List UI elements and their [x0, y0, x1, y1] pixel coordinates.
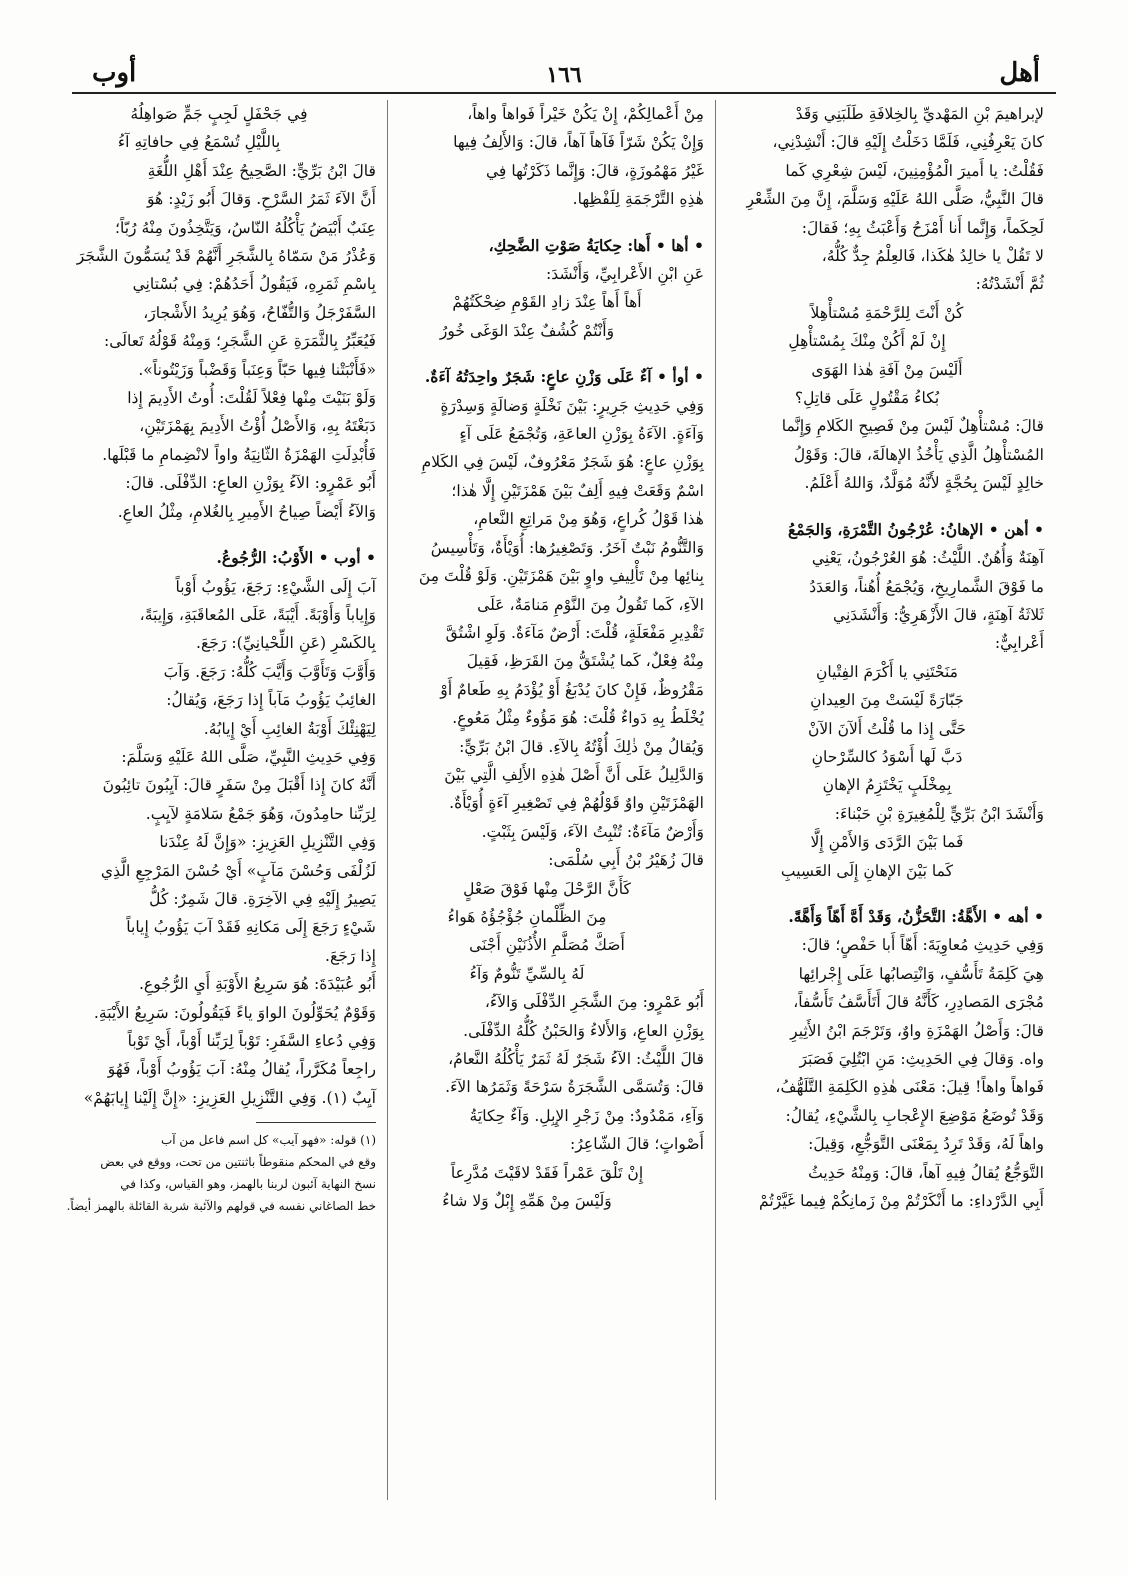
text-line: غَيْرُ مَهْمُوزَةٍ، قالَ: وَإِنَّما ذَكَرْتُها فِي — [485, 161, 704, 180]
text-line: وَالتَّنُّومُ نَبْتٌ آخَرُ. وَتَصْغِيرُها: أُوَيْأَةٌ، وَتَأْسِيسُ — [430, 538, 704, 557]
text-line: ثُمَّ أَنْشَدْتُهُ: — [975, 275, 1044, 294]
column-divider — [715, 100, 716, 1500]
text-line: تَقْدِيرِ مَفْعَلَةٍ، قُلْتَ: أَرْضٌ مَآءَةٌ. وَلَوِ اشْتُقَّ — [445, 623, 704, 642]
text-line: أَبُو عُبَيْدَةَ: هُوَ سَرِيعُ الأَوْبَةِ أَيِ الرُّجُوعِ. — [138, 975, 376, 994]
text-line: وَأَرْضٌ مَآءَةٌ: تُنْبِتُ الآءَ، وَلَيْسَ بِثَبْتٍ. — [481, 822, 704, 841]
text-line: إِذا رَجَعَ. — [325, 946, 376, 965]
verse-line: وَلَيْسَ مِنْ هَمِّهِ إِبْلٌ وَلا شاءُ — [442, 1192, 612, 1211]
text-line: وَإِنْ يَكُنْ شَرّاً فَآهاً آهاً، قالَ: وَالأَلِفُ فِيها — [453, 133, 704, 152]
text-line: لَزُلْفَى وَحُسْنَ مَآبٍ» أَيْ حُسْنَ المَرْجِعِ الَّذِي — [100, 861, 376, 880]
text-line: لِيَهْنِئْكَ أَوْبَةُ الغائِبِ أَيْ إِيابُهُ. — [203, 719, 376, 738]
text-line: هٰذا قَوْلُ كُراعٍ، وَهُوَ مِنْ مَراتِعِ النَّعامِ، — [473, 510, 704, 529]
text-line: واه. وَقالَ فِي الحَدِيثِ: مَنِ ابْتُلِيَ فَصَبَرَ — [799, 1050, 1044, 1068]
text-line: وَفِي حَدِيثِ مُعاوِيَةَ: أَهّاً أَبا حَفْصٍ؛ قالَ: — [801, 936, 1044, 955]
column-right — [730, 100, 1044, 1215]
text-line: قالَ اللَّيْثُ: الآءُ شَجَرٌ لَهُ ثَمَرٌ يَأْكُلُهُ النَّعامُ، — [448, 1050, 704, 1068]
text-line: هٰذِهِ التَّرْجَمَةِ لِلَفْظِها. — [572, 190, 704, 209]
entry-ahn: • أهن • الإهانُ: عُرْجُونُ التَّمْرَةِ، وَالجَمْعُ — [787, 519, 1044, 539]
text-line: كانَ يَعْرِفُنِي، فَلَمَّا دَخَلْتُ إِلَيْهِ قالَ: أَنْشِدْنِي، — [772, 133, 1044, 152]
text-line: بِنائِها مِنْ تَأْلِيفِ واوٍ بَيْنَ هَمْزَتَيْنِ. وَلَوْ قُلْتَ مِنَ — [418, 567, 704, 586]
text-line: آبَ إِلَى الشَّيْءِ: رَجَعَ، يَؤُوبُ أَوْباً — [175, 577, 376, 596]
running-head-left: أوب — [92, 58, 137, 88]
text-line: آيِبٌ (١). وَفِي التَّنْزِيلِ العَزِيزِ: «إِنَّ إِلَيْنا إِيابَهُمْ» — [83, 1088, 376, 1107]
footnote — [62, 1129, 376, 1217]
verse-line: كَأَنَّ الرَّحْلَ مِنْها فَوْقَ صَعْلٍ — [463, 879, 631, 898]
text-line: مِنْ أَعْمالِكُمْ، إِنْ يَكُنْ خَيْراً فَواهاً واهاً، — [467, 105, 704, 123]
text-line: فَواهاً واهاً! قِيلَ: مَعْنَى هٰذِهِ الكَلِمَةِ التَّلَهُّفُ، — [775, 1078, 1044, 1097]
text-line: خالِدٍ لَيْسَ بِحُجَّةٍ لأَنَّهُ مُوَلَّدٌ، وَاللهُ أَعْلَمُ. — [804, 474, 1044, 493]
running-head-right: أهل — [999, 58, 1040, 88]
verse-line: مَنَحْتَنِي يا أَكْرَمَ الفِتْيانِ — [815, 662, 959, 681]
text-line: وَالآءُ أَيْضاً صِياحُ الأَمِيرِ بِالغُلامِ، مِثْلُ العاعِ. — [117, 502, 376, 521]
text-line: أَعْرابِيٌّ: — [994, 634, 1044, 653]
text-line: قالَ النَّبِيُّ، صَلَّى اللهُ عَلَيْهِ وَسَلَّمَ، إِنَّ مِنَ الشِّعْرِ — [746, 190, 1044, 209]
verse-line: جَبّارَةً لَيْسَتْ مِنَ العِيدانِ — [810, 691, 964, 710]
text-line: عِنَبٌ أَبْيَضُ يَأْكُلُهُ النّاسُ، وَيَتَّخِذُونَ مِنْهُ رُبّاً؛ — [115, 218, 376, 237]
entry-awa: • أوأ • آءٌ عَلَى وَزْنِ عاعٍ: شَجَرٌ واحِدَتُهُ آءَةٌ. — [424, 367, 704, 387]
text-line: لإبراهيمَ بْنِ المَهْديِّ بِالخِلافَةِ طَلَبَنِي وَقَدْ — [795, 105, 1044, 123]
text-line: وَأَوَّبَ وَتَأَوَّبَ وَأَيَّبَ كُلُّهُ: رَجَعَ. وَآبَ — [163, 662, 376, 681]
text-line: وَالدَّلِيلُ عَلَى أَنَّ أَصْلَ هٰذِهِ الأَلِفِ الَّتِي بَيْنَ — [444, 765, 704, 784]
text-line: وَقَوْمٌ يُحَوِّلُونَ الواوَ ياءً فَيَقُولُونَ: سَرِيعُ الأَيْبَةِ. — [93, 1003, 376, 1022]
text-line: قالَ: وَأَصْلُ الهَمْزَةِ واوٌ، وَتَرْجَمَ ابْنُ الأَثِيرِ — [790, 1021, 1044, 1040]
text-line: أَنَّ الآءَ ثَمَرُ السَّرْحِ. وَقالَ أَبُو زَيْدٍ: هُوَ — [146, 190, 376, 209]
text-line: قالَ: مُسْتأْهِلٌ لَيْسَ مِنْ فَصِيحِ الكَلامِ وَإِنَّما — [781, 417, 1044, 436]
text-line: وَآءَةٍ. الآءَةُ بِوَزْنِ العاعَةِ، وَتُجْمَعُ عَلَى آءٍ — [459, 425, 704, 444]
verse-line: أَلَيْسَ مِنْ آفَةِ هٰذا الهَوَى — [811, 360, 963, 379]
text-line: دَبَغْتَهُ بِهِ، وَالأَصْلُ أُؤْتُ الأَدِيمَ بِهَمْزَتَيْنِ، — [139, 417, 376, 436]
text-line: الآءِ، كَما تَقُولُ مِنَ النَّوْمِ مَنامَةٌ، عَلَى — [477, 595, 704, 614]
text-line: مِنْهُ فِعْلٌ، كَما يُشْتَقُّ مِنَ القَرَظِ، فَقِيلَ — [466, 652, 704, 671]
footnote-rule — [256, 1122, 376, 1123]
footnote-line: خط الصاغاني نفسه في قولهم والآئبة شربة القائلة بالهمز أيضاً. — [66, 1199, 376, 1214]
text-line: مُجْرَى المَصادِرِ، كَأَنَّهُ قالَ أَتَأَسَّفُ تَأَسُّفاً، — [793, 993, 1044, 1012]
text-line: أَبُو عَمْرٍو: مِنَ الشَّجَرِ الدِّفْلَى وَالآءُ، — [484, 993, 704, 1012]
column-left — [62, 100, 376, 1217]
text-line: وَفِي حَدِيثِ النَّبِيِّ، صَلَّى اللهُ عَلَيْهِ وَسَلَّمَ: — [121, 747, 376, 766]
text-line: اسْمٌ وَقَعَتْ فِيهِ أَلِفٌ بَيْنَ هَمْزَتَيْنِ إِلَّا هٰذا؛ — [451, 481, 704, 500]
text-line: وَآءِ، مَمْدُودٌ: مِنْ زَجْرِ الإِبِلِ. وَآءٌ حِكايَةُ — [469, 1106, 704, 1125]
verse-line: إِنْ تَلْقَ عَمْراً فَقَدْ لاقَيْتَ مُدَّرِعاً — [450, 1163, 644, 1182]
text-line: قالَ: وَتُسَمَّى الشَّجَرَةُ سَرْحَةً وَثَمَرُها الآءَ. — [445, 1078, 704, 1097]
text-line: فَيُعَبِّرُ بِالثَّمَرَةِ عَنِ الشَّجَرِ؛ وَمِنْهُ قَوْلُهُ تَعالَى: — [103, 332, 376, 351]
entry-awb: • أوب • الأَوْبُ: الرُّجُوعُ. — [216, 548, 376, 568]
header-rule — [72, 92, 1056, 94]
text-line: مَقْرُوظٌ، فَإِنْ كانَ يُدْبَغُ أَوْ يُؤْدَمُ بِهِ طَعامٌ أَوْ — [440, 680, 704, 699]
verse-line: مِنَ الظِّلْمانِ جُؤْجُؤُهُ هَواءُ — [447, 907, 607, 926]
verse-line: بِاللَّيْلِ تُسْمَعُ فِي حافاتِهِ آءُ — [117, 133, 281, 152]
text-line: شَيْءٍ رَجَعَ إِلَى مَكانِهِ فَقَدْ آبَ يَؤُوبُ إِياباً — [126, 918, 376, 937]
entry-aha: • أها • أَها: حِكايَةُ صَوْتِ الضَّحِكِ، — [488, 235, 704, 255]
verse-line: وَأَنْتُمْ كُشُفٌ عِنْدَ الوَغَى خُورُ — [439, 321, 615, 340]
verse-line: بُكاءُ مَقْتُولٍ عَلَى قاتِلِ؟ — [794, 389, 940, 408]
text-line: يَصِيرُ إِلَيْهِ فِي الآخِرَةِ. قالَ شَمِرٌ: كُلُّ — [149, 889, 376, 908]
verse-line: فِي جَحْفَلٍ لَجِبٍ جَمٍّ صَواهِلُهُ — [130, 105, 308, 123]
text-line: الغائِبُ يَؤُوبُ مَآباً إِذا رَجَعَ، وَيُقالُ: — [166, 691, 376, 710]
column-middle — [390, 100, 704, 1215]
entry-ahh: • أهه • الأَهَّةُ: التَّحَزُّنُ، وَقَدْ أَهَّ أَهّاً وَأَهَّةً. — [788, 906, 1044, 926]
text-line: أَبِي الدَّرْداءِ: ما أَنْكَرْتُمْ مِنْ زَمانِكُمْ فِيما غَيَّرْتُمْ — [758, 1192, 1044, 1211]
text-line: التَّوَجُّعُ يُقالُ فِيهِ آهاً، قالَ: وَمِنْهُ حَدِيثُ — [808, 1163, 1044, 1182]
text-line: لَحِكَماً، وَإِنَّما أَنا أَمْزَحُ وَأَعْبَثُ بِهِ؛ فَقالَ: — [801, 218, 1044, 237]
verse-line: لَهُ بِالسِّيِّ تَنُّومٌ وَآءُ — [469, 964, 585, 983]
verse-line: دَبَّ لَها أَسْوَدُ كالسِّرْحانِ — [811, 747, 963, 766]
verse-line: حَتَّى إِذا ما قُلْتُ أَلآنَ الآنْ — [807, 719, 967, 738]
text-line: أَصْواتٍ؛ قالَ الشّاعِرُ: — [570, 1135, 704, 1154]
verse-line: بِمِخْلَبٍ يَخْتَزِمُ الإهانِ — [822, 776, 952, 795]
verse-line: كُنْ أَنْتَ لِلرَّحْمَةِ مُسْتأْهِلاً — [810, 303, 964, 322]
text-line: وَقَدْ تُوضَعُ مَوْضِعَ الإِعْجابِ بِالشَّيْءِ، يُقالُ: — [785, 1106, 1044, 1125]
footnote-line: وقع في المحكم منقوطاً باثنتين من تحت، ووقع في بعض — [100, 1155, 376, 1170]
column-divider — [387, 100, 388, 1500]
verse-line: إِنْ لَمْ أَكُنْ مِنْكَ بِمُسْتأْهِلِ — [788, 332, 946, 351]
text-line: عَنِ ابْنِ الأَعْرابِيِّ، وَأَنْشَدَ: — [546, 265, 704, 284]
text-line: لِرَبِّنا حامِدُونَ، وَهُوَ جَمْعُ سَلامَةٍ لآيِبٍ. — [145, 804, 376, 823]
text-line: الهَمْزَتَيْنِ واوٌ قَوْلُهُمْ فِي تَصْغِيرِ آءَةٍ أُوَيْأَةٌ. — [449, 794, 704, 813]
text-line: راجِعاً مُكَرَّراً، يُقالُ مِنْهُ: آبَ يَؤُوبُ أَوْباً، فَهُوَ — [107, 1060, 376, 1079]
text-line: وَلَوْ بَنَيْتَ مِنْها فِعْلاً لَقُلْتَ: أُوتُ الأَدِيمَ إِذا — [127, 389, 376, 408]
text-line: وَأَنْشَدَ ابْنُ بَرِّيٍّ لِلْمُغِيرَةِ بْنِ حَبْناءَ: — [834, 804, 1044, 823]
text-line: وَعُذْرُ مَنْ سَمّاهُ بِالشَّجَرِ أَنَّهُمْ قَدْ يُسَمُّونَ الشَّجَرَ — [76, 247, 376, 266]
text-line: المُسْتأْهِلُ الَّذِي يَأْخُذُ الإهالَةَ، قالَ: وَقَوْلُ — [793, 445, 1044, 464]
text-line: ثَلاثَةُ آهِنَةٍ، قالَ الأَزْهَرِيُّ: وَأَنْشَدَنِي — [832, 605, 1044, 624]
text-line: قالَ زُهَيْرُ بْنُ أَبِي سُلْمَى: — [548, 851, 704, 870]
verse-line: أَصَكَّ مُصَلَّمِ الأُذُنَيْنِ أَجْنَى — [469, 936, 625, 955]
text-line: بِوَزْنِ عاعٍ: هُوَ شَجَرٌ مَعْرُوفٌ، لَيْسَ فِي الكَلامِ — [421, 453, 704, 472]
text-line: وَفِي حَدِيثِ جَرِيرٍ: بَيْنَ نَخْلَةٍ وَضالَةٍ وَسِدْرَةٍ — [440, 396, 704, 415]
text-line: يُخْلَطُ بِهِ دَواءٌ قُلْتَ: هُوَ مَؤُوءٌ مِثْلُ مَعُوعٍ. — [452, 709, 704, 728]
text-line: السَّفَرْجَلُ وَالتُّفّاحُ، وَهُوَ يُرِيدُ الأَشْجارَ، — [143, 303, 376, 322]
text-line: فَقُلْتُ: يا أَميرَ الْمُؤْمِنِينَ، لَيْسَ شِعْرِي كَما — [785, 161, 1044, 180]
text-line: آهِنَةٌ وَأُهُنٌ. اللَّيْثُ: هُوَ العُرْجُونُ، يَعْنِي — [811, 549, 1044, 568]
page-number: ١٦٦ — [546, 62, 582, 88]
text-line: واهاً لَهُ، وَقَدْ تَرِدُ بِمَعْنَى التَّوَجُّعِ، وَقِيلَ: — [808, 1135, 1044, 1154]
text-line: وَفِي دُعاءِ السَّفَرِ: تَوْباً لِرَبِّنا أَوْباً، أَيْ تَوْباً — [127, 1032, 376, 1050]
text-line: فَأُبْدِلَتِ الهَمْزَةُ الثّانِيَةُ واواً لانْضِمامِ ما قَبْلَها. — [102, 445, 376, 464]
text-line: بِوَزْنِ العاعِ، وَالأَلاءُ وَالحَبْنُ كُلُّهُ الدِّفْلَى. — [463, 1021, 704, 1040]
footnote-line: نسخ النهاية آئبون لربنا بالهمز، وهو القياس، وكذا في — [120, 1177, 376, 1192]
text-line: قالَ ابْنُ بَرِّيٍّ: الصَّحِيحُ عِنْدَ أَهْلِ اللُّغَةِ — [147, 161, 376, 180]
text-line: وَإِياباً وَأَوْبَةً. أَيْبَةً، عَلَى المُعاقَبَةِ، وَإِيبَةً، — [139, 605, 376, 624]
verse-line: أَهاً أَهاً عِنْدَ زادِ القَوْمِ ضِحْكَتُهُمْ — [452, 293, 642, 312]
footnote-line: (١) قوله: «فهو آيب» كل اسم فاعل من آب — [160, 1133, 376, 1148]
verse-line: فَما بَيْنَ الرَّدَى وَالأَمْنِ إِلَّا — [810, 833, 964, 852]
text-line: ما فَوْقَ الشَّمارِيخِ، وَيُجْمَعُ أُهُناً، وَالعَدَدُ — [809, 577, 1044, 596]
text-line: هِيَ كَلِمَةُ تَأَسُّفٍ، وَانْتِصابُها عَلَى إِجْرائِها — [798, 964, 1044, 983]
text-line: أَنَّهُ كانَ إِذا أَقْبَلَ مِنْ سَفَرٍ قالَ: آيِبُونَ تائِبُونَ — [102, 776, 376, 795]
text-line: بِاسْمِ ثَمَرِهِ، فَيَقُولُ أَحَدُهُمْ: فِي بُسْتانِي — [132, 275, 376, 294]
text-line: وَيُقالُ مِنْ ذٰلِكَ أُؤْتُهُ بِالآءِ. قالَ ابْنُ بَرِّيٍّ: — [459, 737, 704, 756]
text-line: لا تَقُلْ يا خالِدُ هٰكَذا، فَالعِلْمُ جِدٌّ كُلُّهُ، — [821, 247, 1044, 266]
text-line: بِالكَسْرِ (عَنِ اللِّحْيانِيِّ): رَجَعَ. — [196, 634, 376, 653]
text-line: «فَأَنْبَتْنا فِيها حَبّاً وَعِنَباً وَقَضْباً وَزَيْتُوناً». — [138, 360, 376, 379]
text-line: أَبُو عَمْرٍو: الآءُ بِوَزْنِ العاعِ: الدِّفْلَى. قالَ: — [125, 474, 376, 493]
text-line: وَفِي التَّنْزِيلِ العَزِيزِ: «وَإِنَّ لَهُ عِنْدَنا — [159, 833, 376, 852]
verse-line: كَما بَيْنَ الإهانِ إِلَى العَسِيبِ — [780, 861, 954, 880]
